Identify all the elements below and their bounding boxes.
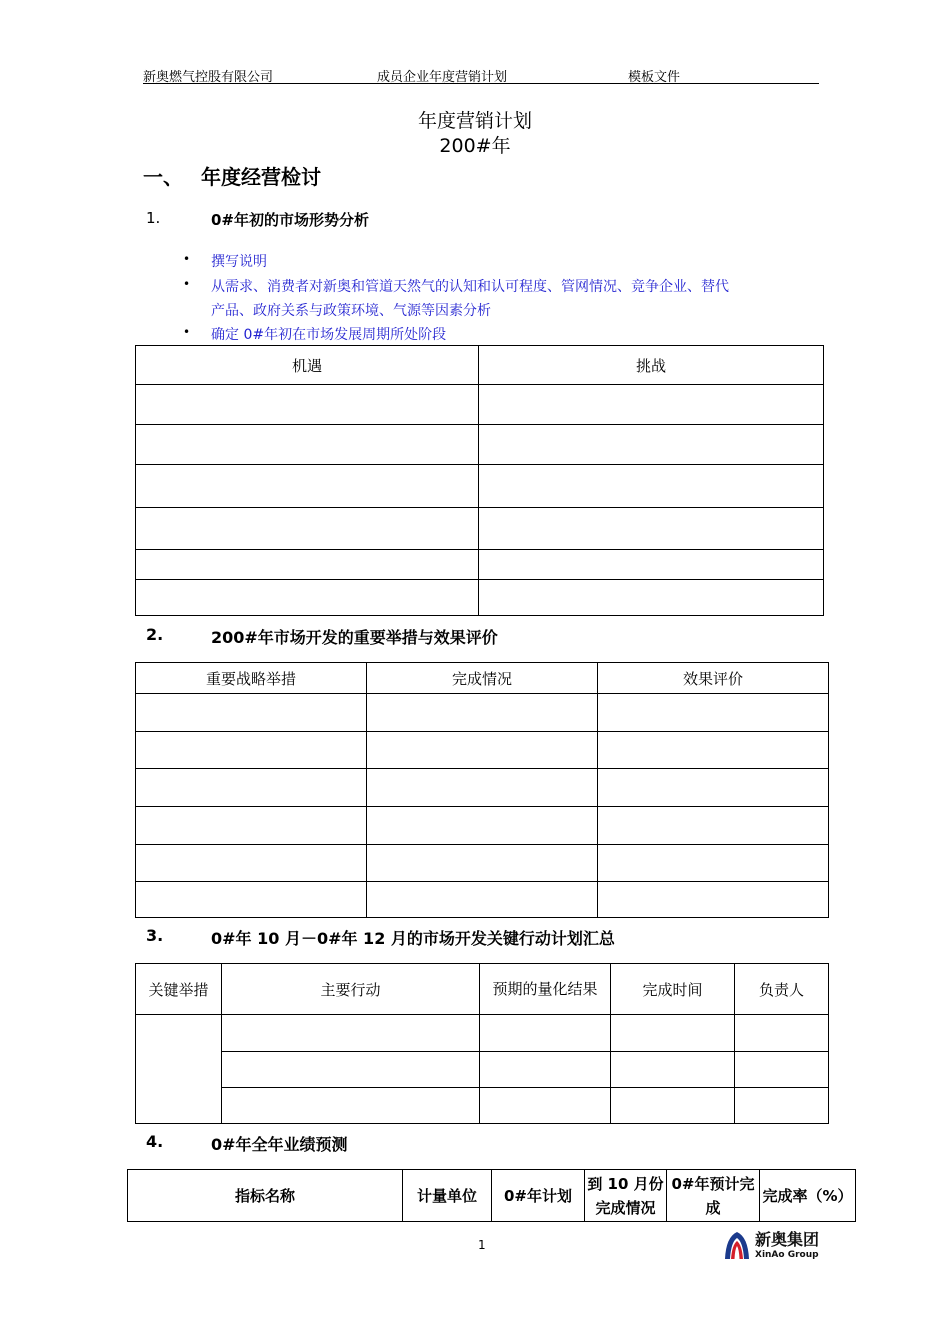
table-cell[interactable]	[136, 845, 367, 882]
table-cell[interactable]	[479, 425, 824, 465]
table-cell[interactable]	[136, 425, 479, 465]
table-header: 0#年计划	[492, 1170, 585, 1222]
table-row	[136, 465, 824, 508]
table-row	[136, 882, 829, 918]
table-cell[interactable]	[367, 732, 598, 769]
bullet-dot: •	[183, 277, 191, 291]
strategy-evaluation-table	[135, 662, 829, 918]
page-title: 年度营销计划	[417, 110, 532, 132]
table-cell[interactable]	[611, 1088, 735, 1124]
table-header: 指标名称	[128, 1170, 403, 1222]
table-header: 机遇	[136, 346, 479, 385]
table-header: 负责人	[735, 964, 829, 1015]
logo-english-name: XinAo Group	[755, 1250, 819, 1260]
annual-forecast-table	[127, 1169, 856, 1222]
sub2-number: 2.	[146, 625, 164, 644]
section1-heading: 年度经营检讨	[201, 165, 321, 189]
table-cell[interactable]	[136, 385, 479, 425]
sub3-number: 3.	[146, 926, 164, 945]
table-cell[interactable]	[735, 1052, 829, 1088]
table-cell[interactable]	[479, 550, 824, 580]
table-cell[interactable]	[136, 580, 479, 616]
table-cell[interactable]	[367, 694, 598, 732]
bullet-dot: •	[183, 252, 191, 266]
table-cell[interactable]	[136, 694, 367, 732]
table-cell[interactable]	[222, 1015, 480, 1052]
sub4-number: 4.	[146, 1132, 164, 1151]
table-cell[interactable]	[479, 580, 824, 616]
table-header: 关键举措	[136, 964, 222, 1015]
sub2-heading: 200#年市场开发的重要举措与效果评价	[211, 628, 498, 647]
bullet-item: 确定 0#年初在市场发展周期所处阶段	[211, 327, 447, 343]
table-cell[interactable]	[598, 694, 829, 732]
table-header: 主要行动	[222, 964, 480, 1015]
logo-chinese-name: 新奥集团	[755, 1230, 820, 1249]
bullet-dot: •	[183, 325, 191, 339]
bullet-item-continued: 产品、政府关系与政策环境、气源等因素分析	[211, 303, 491, 319]
table-header: 挑战	[479, 346, 824, 385]
table-cell[interactable]	[611, 1015, 735, 1052]
table-cell[interactable]	[479, 465, 824, 508]
table-cell[interactable]	[136, 550, 479, 580]
table-row	[136, 807, 829, 845]
header-doc-title: 成员企业年度营销计划	[377, 70, 508, 85]
table-row	[136, 845, 829, 882]
table-cell[interactable]	[222, 1088, 480, 1124]
table-cell[interactable]	[598, 769, 829, 807]
table-header: 重要战略举措	[136, 663, 367, 694]
page-subtitle-year: 200#年	[439, 135, 511, 157]
table-row	[136, 425, 824, 465]
table-cell[interactable]	[136, 508, 479, 550]
table-row	[136, 1015, 829, 1052]
table-cell[interactable]	[479, 508, 824, 550]
table-row	[136, 385, 824, 425]
section1-number: 一、	[143, 165, 183, 189]
table-cell[interactable]	[480, 1015, 611, 1052]
bullet-item: 从需求、消费者对新奥和管道天然气的认知和认可程度、管网情况、竞争企业、替代	[211, 279, 729, 295]
table-row	[136, 769, 829, 807]
action-plan-table	[135, 963, 829, 1124]
table-row	[136, 694, 829, 732]
table-row	[136, 1088, 829, 1124]
table-cell[interactable]	[598, 882, 829, 918]
sub3-heading: 0#年 10 月－0#年 12 月的市场开发关键行动计划汇总	[211, 929, 615, 948]
table-header: 到 10 月份完成情况	[585, 1170, 667, 1222]
table-header: 完成情况	[367, 663, 598, 694]
table-cell[interactable]	[480, 1088, 611, 1124]
table-row	[136, 732, 829, 769]
table-cell[interactable]	[367, 807, 598, 845]
table-header: 完成时间	[611, 964, 735, 1015]
table-row	[136, 580, 824, 616]
table-header: 预期的量化结果	[480, 964, 611, 1015]
sub1-number: 1.	[146, 209, 161, 227]
table-header: 计量单位	[403, 1170, 492, 1222]
sub4-heading: 0#年全年业绩预测	[211, 1135, 348, 1154]
opportunities-challenges-table	[135, 345, 824, 616]
page-number: 1	[478, 1238, 486, 1252]
header-doc-type: 模板文件	[628, 70, 681, 85]
table-cell[interactable]	[136, 807, 367, 845]
table-cell[interactable]	[598, 732, 829, 769]
table-header: 效果评价	[598, 663, 829, 694]
bullet-item: 撰写说明	[211, 254, 267, 270]
company-logo	[722, 1229, 822, 1265]
table-cell[interactable]	[479, 385, 824, 425]
table-cell[interactable]	[367, 769, 598, 807]
table-cell[interactable]	[735, 1015, 829, 1052]
table-cell[interactable]	[136, 465, 479, 508]
table-cell[interactable]	[367, 882, 598, 918]
xinao-logo-icon	[722, 1229, 752, 1261]
table-row	[136, 1052, 829, 1088]
header-rule	[143, 83, 819, 84]
table-cell[interactable]	[598, 845, 829, 882]
table-cell[interactable]	[480, 1052, 611, 1088]
table-cell[interactable]	[136, 769, 367, 807]
table-header: 完成率（%）	[760, 1170, 856, 1222]
table-header: 0#年预计完成	[667, 1170, 760, 1222]
table-cell[interactable]	[136, 732, 367, 769]
table-cell[interactable]	[367, 845, 598, 882]
table-cell[interactable]	[735, 1088, 829, 1124]
table-row	[136, 550, 824, 580]
sub1-heading: 0#年初的市场形势分析	[211, 211, 370, 229]
table-cell[interactable]	[222, 1052, 480, 1088]
table-cell-merged[interactable]	[136, 1015, 222, 1124]
table-cell[interactable]	[598, 807, 829, 845]
table-cell[interactable]	[136, 882, 367, 918]
table-row	[136, 508, 824, 550]
header-company: 新奥燃气控股有限公司	[143, 70, 274, 85]
table-cell[interactable]	[611, 1052, 735, 1088]
